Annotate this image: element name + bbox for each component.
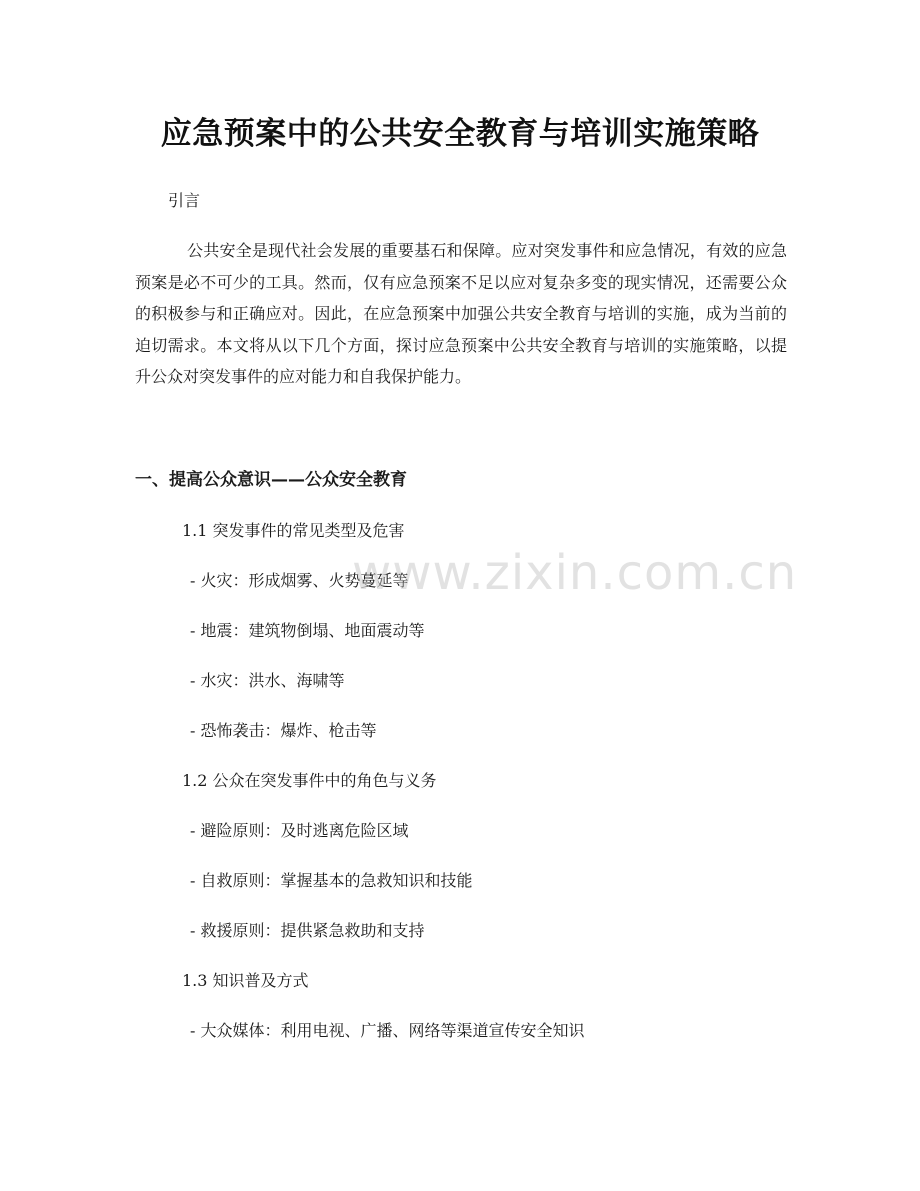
subsection-heading: 1.3 知识普及方式 bbox=[182, 971, 309, 990]
subsection-heading: 1.2 公众在突发事件中的角色与义务 bbox=[182, 771, 437, 790]
section-heading: 一、提高公众意识——公众安全教育 bbox=[135, 470, 407, 490]
intro-label: 引言 bbox=[168, 191, 201, 210]
watermark: www.zixin.com.cn bbox=[352, 545, 798, 601]
intro-paragraph: 公共安全是现代社会发展的重要基石和保障。应对突发事件和应急情况，有效的应急预案是必不可少的工具。然而，仅有应急预案不足以应对复杂多变的现实情况，还需要公众的积极参与和正确应对。因此，在应急预案中加强公共安全教育与培训的实施，成为当前的迫切需求。本文将从以下几个方面，探讨应急预案中公共安全教育与培训的实施策略，以提升公众对突发事件的应对能力和自我保护能力。 bbox=[135, 241, 787, 386]
list-item: - 救援原则：提供紧急救助和支持 bbox=[190, 921, 425, 940]
list-item: - 避险原则：及时逃离危险区域 bbox=[190, 821, 409, 840]
list-item: - 大众媒体：利用电视、广播、网络等渠道宣传安全知识 bbox=[190, 1021, 585, 1040]
list-item: - 水灾：洪水、海啸等 bbox=[190, 671, 345, 690]
document-title: 应急预案中的公共安全教育与培训实施策略 bbox=[160, 116, 760, 152]
subsection-heading: 1.1 突发事件的常见类型及危害 bbox=[182, 521, 405, 540]
list-item: - 自救原则：掌握基本的急救知识和技能 bbox=[190, 871, 473, 890]
list-item: - 地震：建筑物倒塌、地面震动等 bbox=[190, 621, 425, 640]
list-item: - 恐怖袭击：爆炸、枪击等 bbox=[190, 721, 377, 740]
list-item: - 火灾：形成烟雾、火势蔓延等 bbox=[190, 571, 409, 590]
